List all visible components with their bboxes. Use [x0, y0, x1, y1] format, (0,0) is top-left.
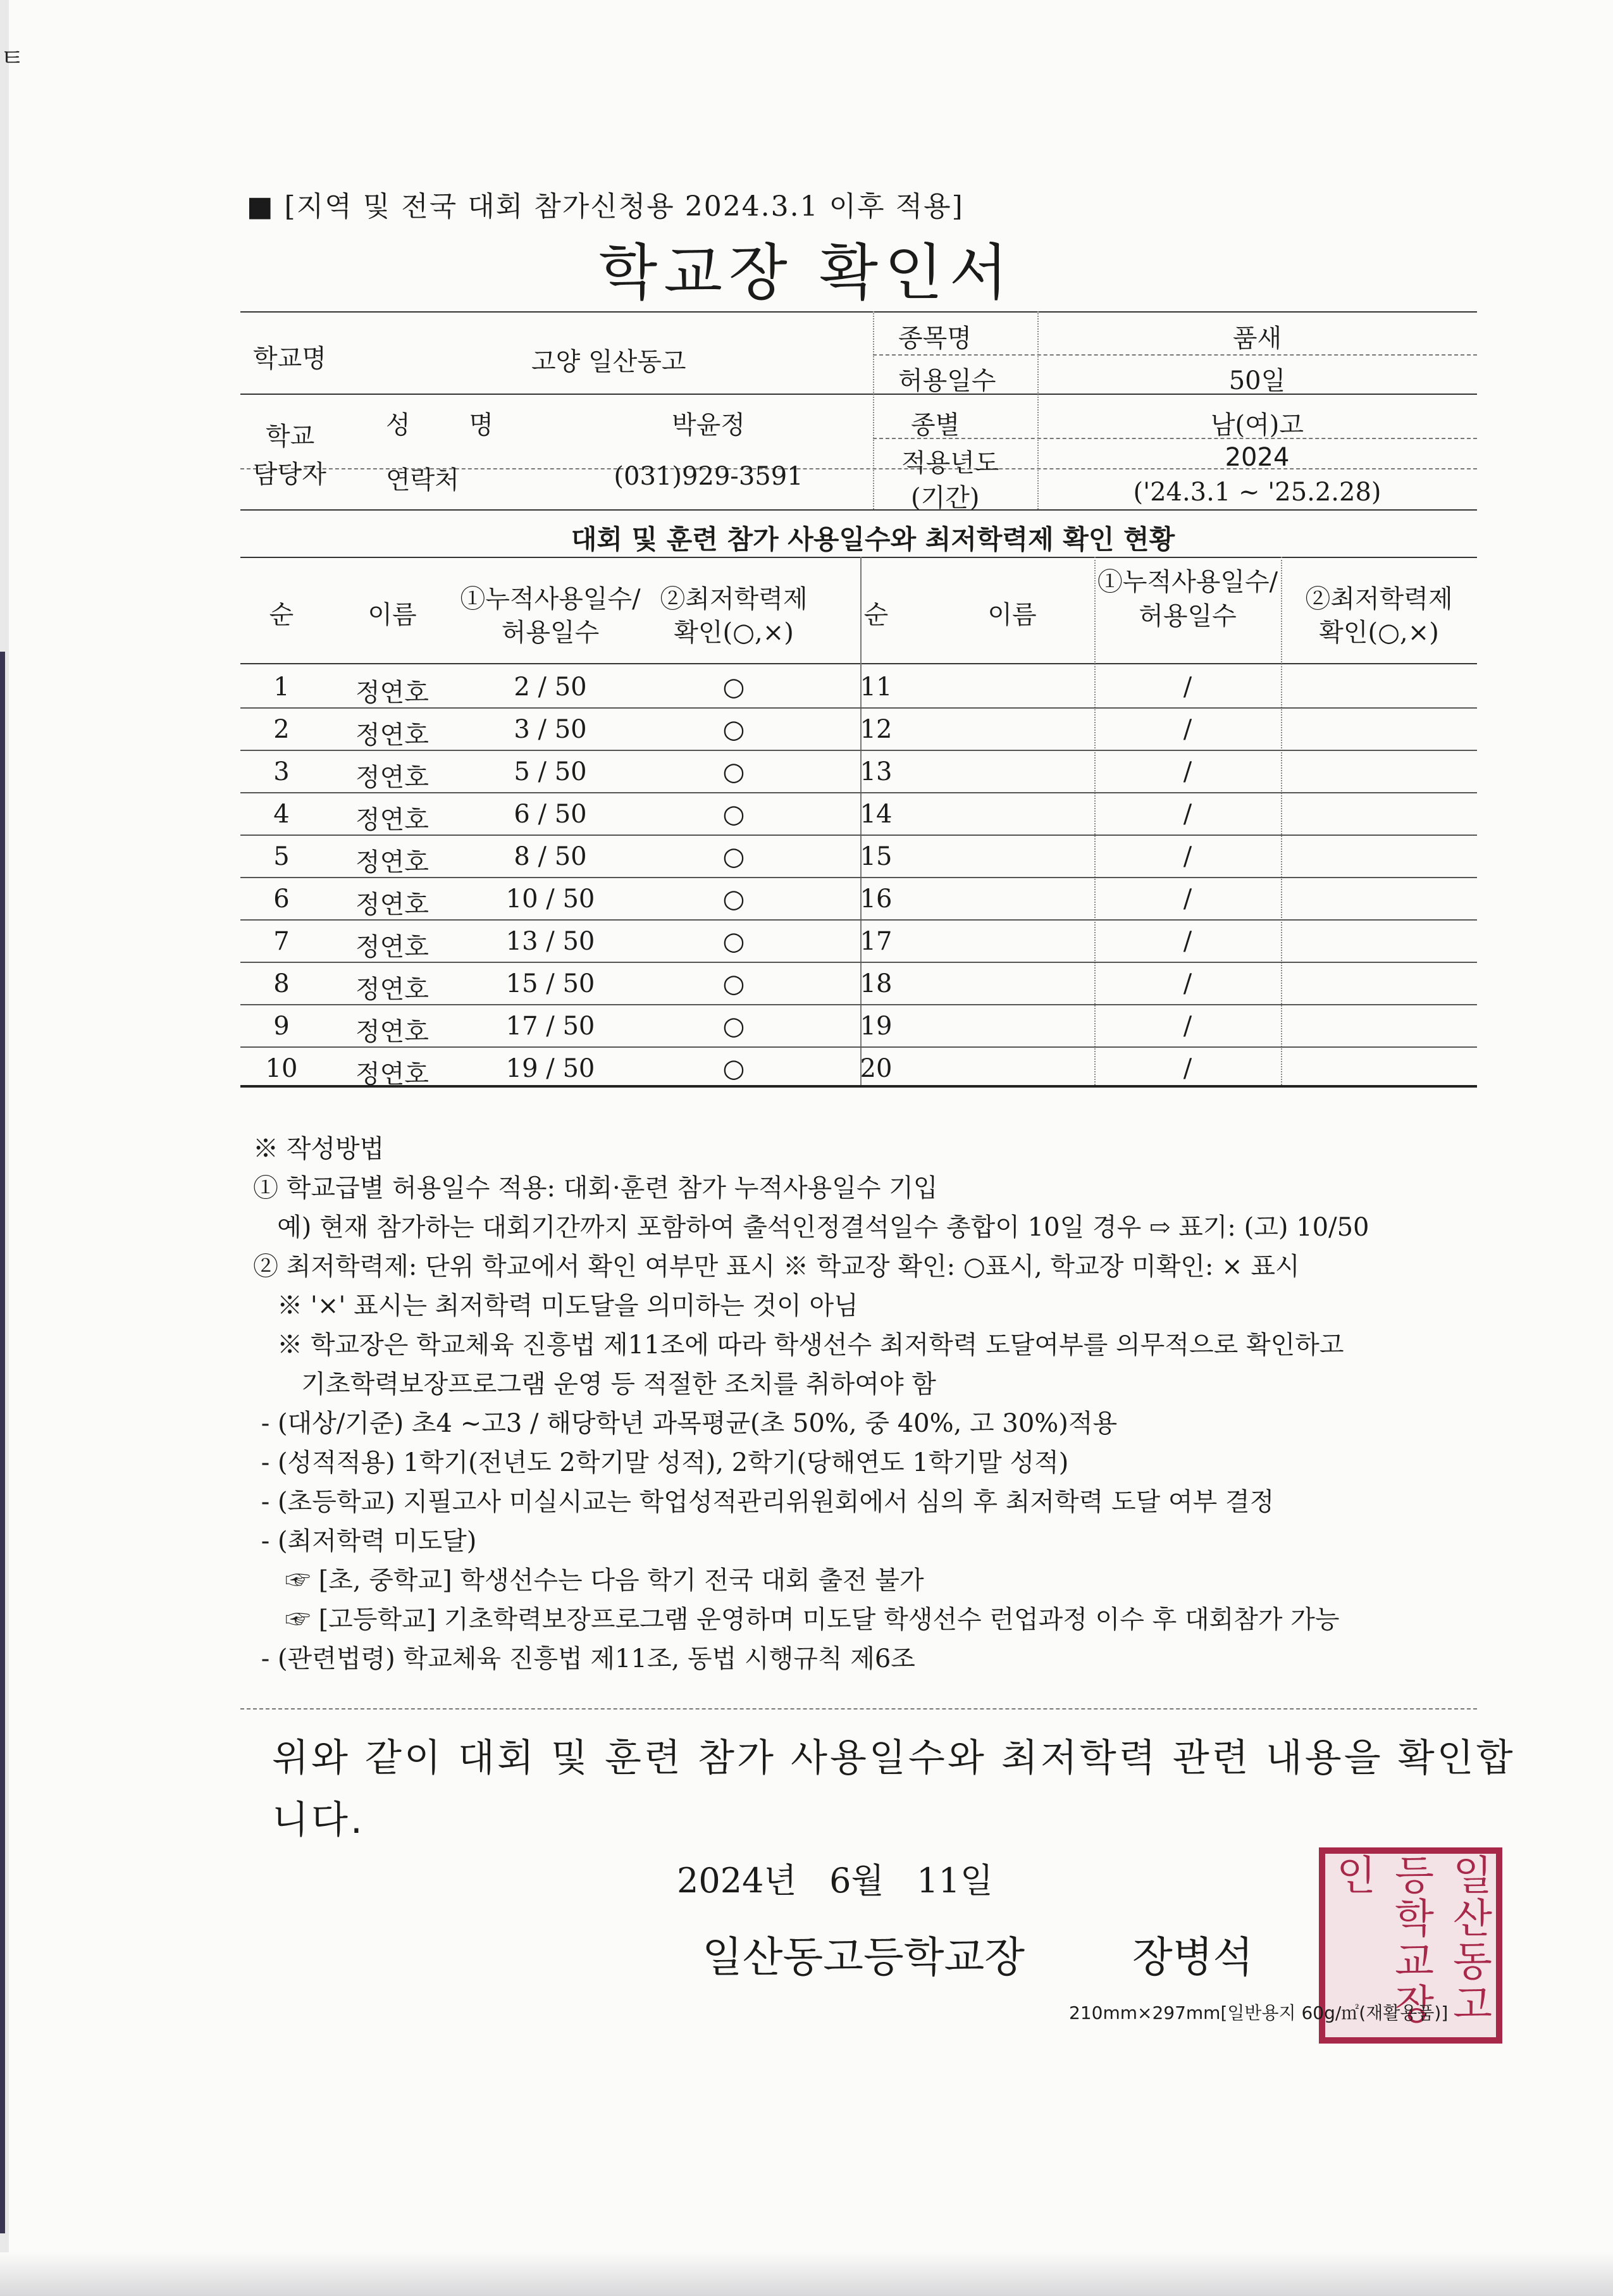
- note-line: 기초학력보장프로그램 운영 등 적절한 조치를 취하여야 함: [253, 1370, 936, 1399]
- event-value: 품새: [1232, 324, 1282, 353]
- note-line: ※ 학교장은 학교체육 진흥법 제11조에 따라 학생선수 최저학력 도달여부를 의무적으로 확인하고: [253, 1331, 1344, 1360]
- cell-check: ○: [722, 673, 745, 702]
- cell-check: ○: [722, 715, 745, 744]
- name-value: 박윤정: [672, 411, 745, 440]
- cell-name: 정연호: [355, 805, 429, 835]
- rule: [240, 311, 1477, 313]
- note-line: - (성적적용) 1학기(전년도 2학기말 성적), 2학기(당해연도 1학기말 성적): [253, 1448, 1069, 1477]
- contact-label: 연락처: [386, 466, 459, 495]
- cell-name: 정연호: [355, 890, 429, 919]
- year-value: 2024: [1225, 443, 1290, 472]
- cell-no: 20: [860, 1054, 893, 1083]
- cell-check: ○: [722, 969, 745, 998]
- cell-no: 16: [860, 884, 893, 914]
- scan-shadow: [0, 2252, 1613, 2296]
- cell-check: ○: [722, 927, 745, 956]
- page-title: 학교장 확인서: [598, 237, 1015, 308]
- manager-label: 학교: [266, 422, 315, 451]
- cell-days: 15 / 50: [505, 969, 595, 998]
- header-name: 이름: [987, 600, 1037, 630]
- confirmation-text: [272, 1727, 1516, 1851]
- cell-no: 4: [273, 800, 290, 829]
- note-line: ② 최저학력제: 단위 학교에서 확인 여부만 표시 ※ 학교장 확인: ○표시, 학교장 미확인: × 표시: [253, 1252, 1300, 1281]
- cell-no: 17: [860, 927, 893, 956]
- note-line: - (초등학교) 지필고사 미실시교는 학업성적관리위원회에서 심의 후 최저학력 도달 여부 결정: [253, 1487, 1275, 1517]
- cell-check: ○: [722, 884, 745, 914]
- cell-check: ○: [722, 1054, 745, 1083]
- confirmation-line: 니다.: [272, 1798, 365, 1842]
- cell-days: /: [1183, 673, 1192, 702]
- manager-label: 담당자: [253, 460, 326, 489]
- type-value: 남(여)고: [1210, 411, 1304, 440]
- name-label: 성 명: [386, 411, 519, 440]
- cell-no: 12: [860, 715, 893, 744]
- event-label: 종목명: [898, 324, 972, 353]
- note-line: - (최저학력 미도달): [253, 1527, 477, 1556]
- cell-no: 13: [860, 757, 893, 786]
- cell-name: 정연호: [355, 848, 429, 877]
- rule: [240, 877, 1477, 878]
- rule: [240, 792, 1477, 793]
- note-line: ☞ [고등학교] 기초학력보장프로그램 운영하며 미도달 학생선수 런업과정 이수 후 대회참가 가능: [253, 1605, 1340, 1634]
- cell-days: /: [1183, 842, 1192, 871]
- note-line: 예) 현재 참가하는 대회기간까지 포함하여 출석인정결석일수 총합이 10일 경우 ⇨ 표기: (고) 10/50: [253, 1213, 1369, 1242]
- cell-name: 정연호: [355, 721, 429, 750]
- rule: [240, 919, 1477, 921]
- cell-no: 1: [273, 673, 290, 702]
- note-line: ※ '×' 표시는 최저학력 미도달을 의미하는 것이 아님: [253, 1291, 858, 1320]
- cell-no: 19: [860, 1012, 893, 1041]
- header-min: 확인(○,×): [674, 618, 794, 647]
- cell-no: 8: [273, 969, 290, 998]
- section-title: 대회 및 훈련 참가 사용일수와 최저학력제 확인 현황: [571, 524, 1175, 555]
- cell-name: 정연호: [355, 1060, 429, 1089]
- cell-no: 9: [273, 1012, 290, 1041]
- cell-no: 14: [860, 800, 893, 829]
- cell-days: 5 / 50: [514, 757, 587, 786]
- cell-days: 8 / 50: [514, 842, 587, 871]
- header-min: 확인(○,×): [1319, 618, 1439, 647]
- rule: [873, 311, 874, 509]
- cell-days: /: [1183, 715, 1192, 744]
- cell-name: 정연호: [355, 975, 429, 1004]
- header-days: ①누적사용일수/: [460, 585, 641, 614]
- paper-spec: 210mm×297mm[일반용지 60g/㎡(재활용품)]: [1069, 2002, 1449, 2023]
- cell-no: 5: [273, 842, 290, 871]
- cell-no: 18: [860, 969, 893, 998]
- period-value: ('24.3.1 ~ '25.2.28): [1133, 478, 1381, 507]
- cell-days: /: [1183, 927, 1192, 956]
- cell-days: 19 / 50: [505, 1054, 595, 1083]
- contact-value: (031)929-3591: [614, 462, 803, 491]
- note-line: ※ 작성방법: [253, 1134, 385, 1164]
- cell-name: 정연호: [355, 678, 429, 707]
- rule: [240, 663, 1477, 664]
- year-label: 적용년도: [901, 449, 999, 478]
- cell-days: /: [1183, 1012, 1192, 1041]
- cell-check: ○: [722, 757, 745, 786]
- cell-no: 10: [265, 1054, 298, 1083]
- note-line: ① 학교급별 허용일수 적용: 대회·훈련 참가 누적사용일수 기입: [253, 1174, 938, 1203]
- note-line: ☞ [초, 중학교] 학생선수는 다음 학기 전국 대회 출전 불가: [253, 1566, 924, 1595]
- confirmation-line: 위와 같이 대회 및 훈련 참가 사용일수와 최저학력 관련 내용을 확인합: [272, 1736, 1516, 1780]
- rule: [873, 354, 1477, 356]
- note-line: - (대상/기준) 초4 ~고3 / 해당학년 과목평균(초 50%, 중 40%, 고 30%)적용: [253, 1409, 1118, 1438]
- cell-days: 6 / 50: [514, 800, 587, 829]
- header-no: 순: [863, 600, 889, 630]
- cell-check: ○: [722, 842, 745, 871]
- scan-edge-dark: [0, 652, 5, 2233]
- school-label: 학교명: [253, 344, 326, 373]
- rule: [240, 835, 1477, 836]
- cell-name: 정연호: [355, 763, 429, 792]
- cell-check: ○: [722, 1012, 745, 1041]
- cell-no: 3: [273, 757, 290, 786]
- cell-no: 7: [273, 927, 290, 956]
- school-value: 고양 일산동고: [531, 347, 686, 376]
- year-label: (기간): [911, 483, 980, 512]
- cell-name: 정연호: [355, 933, 429, 962]
- cell-days: 10 / 50: [505, 884, 595, 914]
- rule: [240, 750, 1477, 751]
- header-no: 순: [269, 600, 294, 630]
- cell-days: 3 / 50: [514, 715, 587, 744]
- type-label: 종별: [911, 411, 960, 440]
- cell-days: /: [1183, 884, 1192, 914]
- issue-date: 2024년 6월 11일: [677, 1861, 993, 1901]
- cell-name: 정연호: [355, 1017, 429, 1046]
- header-note: ■ [지역 및 전국 대회 참가신청용 2024.3.1 이후 적용]: [247, 190, 964, 223]
- rule: [240, 1046, 1477, 1048]
- signer-title: 일산동고등학교장: [702, 1933, 1025, 1982]
- cell-days: 2 / 50: [514, 673, 587, 702]
- cell-days: /: [1183, 1054, 1192, 1083]
- seal-text: 일산동고등학교장인: [1329, 1854, 1492, 2026]
- header-days: 허용일수: [1139, 602, 1237, 631]
- cell-check: ○: [722, 800, 745, 829]
- cell-days: /: [1183, 969, 1192, 998]
- cell-days: /: [1183, 757, 1192, 786]
- rule: [240, 962, 1477, 963]
- rule: [240, 509, 1477, 511]
- allowed-days-label: 허용일수: [898, 366, 996, 395]
- rule: [240, 1004, 1477, 1005]
- rule: [240, 557, 1477, 558]
- cell-no: 2: [273, 715, 290, 744]
- header-name: 이름: [368, 600, 417, 630]
- writing-notes: [253, 1129, 1518, 1679]
- edge-mark: ㅌ: [0, 44, 25, 73]
- note-line: - (관련법령) 학교체육 진흥법 제11조, 동법 시행규칙 제6조: [253, 1644, 915, 1673]
- header-min: ②최저학력제: [660, 585, 808, 614]
- cell-days: 13 / 50: [505, 927, 595, 956]
- cell-days: /: [1183, 800, 1192, 829]
- cell-days: 17 / 50: [505, 1012, 595, 1041]
- cell-no: 11: [860, 673, 893, 702]
- header-days: 허용일수: [501, 618, 600, 647]
- allowed-days-value: 50일: [1228, 366, 1286, 395]
- cell-no: 15: [860, 842, 893, 871]
- header-days: ①누적사용일수/: [1097, 568, 1278, 597]
- header-min: ②최저학력제: [1305, 585, 1453, 614]
- rule: [240, 1708, 1477, 1710]
- signer-name: 장병석: [1132, 1933, 1254, 1982]
- rule: [240, 707, 1477, 709]
- cell-no: 6: [273, 884, 290, 914]
